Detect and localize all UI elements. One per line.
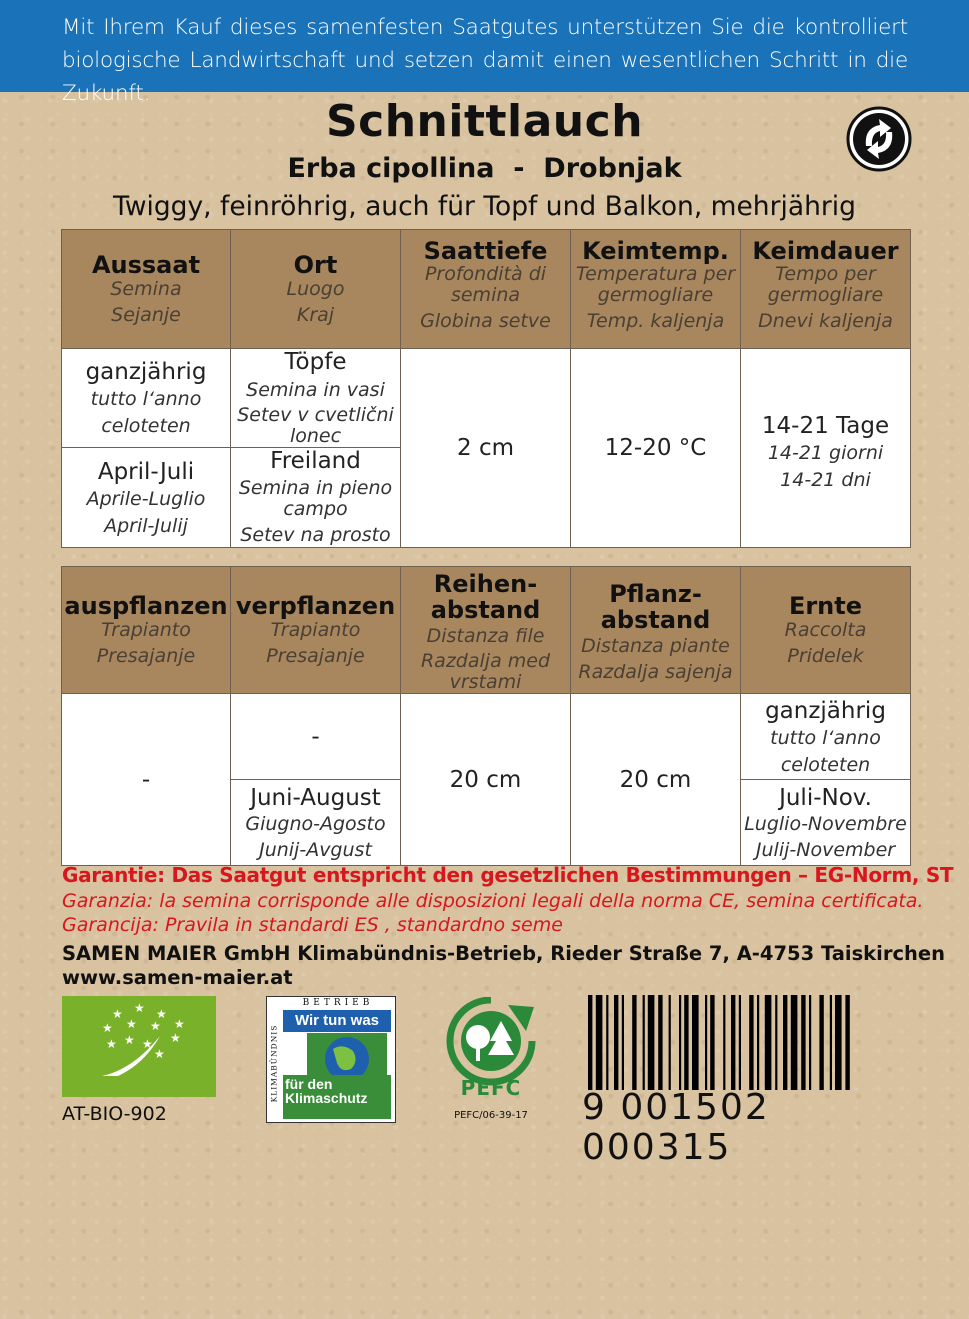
svg-text:★: ★ bbox=[106, 1037, 117, 1051]
pefc-code: PEFC/06-39-17 bbox=[454, 1110, 528, 1121]
banner-text: Mit Ihrem Kauf dieses samenfesten Saatgutes unterstützen Sie die kontrolliert biologische Landwirtschaft und setzen damit einen wesentlichen Schritt in die Zukunft. bbox=[62, 15, 908, 106]
saattiefe-cell: 2 cm bbox=[401, 349, 571, 548]
recycle-icon bbox=[846, 106, 912, 172]
header-keimtemp: Keimtemp. Temperatura per germogliare Temp. kaljenja bbox=[571, 230, 741, 349]
header-keimdauer: Keimdauer Tempo per germogliare Dnevi kaljenja bbox=[741, 230, 911, 349]
svg-text:★: ★ bbox=[124, 1033, 135, 1047]
guarantee-it: Garanzia: la semina corrisponde alle disposizioni legali della norma CE, semina certificata. bbox=[62, 890, 924, 912]
guarantee-sl: Garancija: Pravila in standardi ES , standardno seme bbox=[62, 914, 563, 936]
sowing-row-1 bbox=[62, 349, 911, 448]
sowing-table bbox=[61, 229, 911, 548]
svg-text:★: ★ bbox=[150, 1019, 161, 1033]
ernte-cell-1: ganzjährig tutto l‘anno celoteten bbox=[741, 694, 911, 780]
bio-code: AT-BIO-902 bbox=[62, 1103, 167, 1125]
pflanzabstand-cell: 20 cm bbox=[571, 694, 741, 866]
klima-side-strip bbox=[267, 1009, 281, 1121]
header-pflanzabstand: Pflanz-abstand Distanza piante Razdalja sajenja bbox=[571, 567, 741, 694]
guarantee-de: Garantie: Das Saatgut entspricht den gesetzlichen Bestimmungen – EG-Norm, ST bbox=[62, 863, 954, 887]
klima-side-text: KLIMABÜNDNIS bbox=[269, 1024, 279, 1103]
svg-text:★: ★ bbox=[142, 1037, 153, 1051]
klima-betrieb-text: BETRIEB bbox=[302, 998, 374, 1008]
svg-text:★: ★ bbox=[156, 1007, 167, 1021]
planting-header-row bbox=[62, 567, 911, 694]
barcode-icon bbox=[582, 995, 909, 1090]
pefc-name: PEFC bbox=[460, 1076, 522, 1100]
verpflanzen-cell-1: - bbox=[231, 694, 401, 780]
product-title: Schnittlauch bbox=[325, 96, 644, 147]
aussaat-cell-1: ganzjährig tutto l‘anno celoteten bbox=[62, 349, 231, 448]
header-ernte: Ernte Raccolta Pridelek bbox=[741, 567, 911, 694]
klima-top-text: Wir tun was bbox=[283, 1010, 391, 1032]
svg-text:★: ★ bbox=[170, 1031, 181, 1045]
guarantee-block bbox=[62, 862, 954, 937]
aussaat-cell-2: April-Juli Aprile-Luglio April-Julij bbox=[62, 448, 231, 548]
svg-text:★: ★ bbox=[134, 1001, 145, 1015]
svg-text:★: ★ bbox=[174, 1017, 185, 1031]
klima-bottom-text: für den Klimaschutz bbox=[283, 1075, 391, 1119]
svg-text:★: ★ bbox=[126, 1017, 137, 1031]
header-aussaat: Aussaat Semina Sejanje bbox=[62, 230, 231, 349]
svg-text:★: ★ bbox=[154, 1047, 165, 1061]
company-website[interactable]: www.samen-maier.at bbox=[62, 966, 293, 989]
product-description: Twiggy, feinröhrig, auch für Topf und Balkon, mehrjährig bbox=[113, 191, 856, 222]
ort-cell-1: Töpfe Semina in vasi Setev v cvetlični lonec bbox=[231, 349, 401, 448]
header-reihenabstand: Reihen-abstand Distanza file Razdalja med vrstami bbox=[401, 567, 571, 694]
product-subtitle: Erba cipollina - Drobnjak bbox=[287, 153, 682, 184]
eu-organic-logo-icon bbox=[62, 996, 216, 1097]
planting-row-1 bbox=[62, 694, 911, 780]
barcode-digits: 9 001502 000315 bbox=[582, 1087, 770, 1168]
ernte-cell-2: Juli-Nov. Luglio-Novembre Julij-November bbox=[741, 780, 911, 866]
keimtemp-cell: 12-20 °C bbox=[571, 349, 741, 548]
info-banner bbox=[0, 0, 969, 106]
auspflanzen-cell: - bbox=[62, 694, 231, 866]
header-ort: Ort Luogo Kraj bbox=[231, 230, 401, 349]
header-verpflanzen: verpflanzen Trapianto Presajanje bbox=[231, 567, 401, 694]
ort-cell-2: Freiland Semina in pieno campo Setev na prosto bbox=[231, 448, 401, 548]
keimdauer-cell: 14-21 Tage 14-21 giorni 14-21 dni bbox=[741, 349, 911, 548]
header-saattiefe: Saattiefe Profondità di semina Globina setve bbox=[401, 230, 571, 349]
svg-text:★: ★ bbox=[102, 1021, 113, 1035]
sowing-header-row bbox=[62, 230, 911, 349]
company-block bbox=[62, 942, 945, 990]
reihenabstand-cell: 20 cm bbox=[401, 694, 571, 866]
svg-text:★: ★ bbox=[112, 1007, 123, 1021]
klimabuendnis-logo bbox=[266, 996, 396, 1123]
verpflanzen-cell-2: Juni-August Giugno-Agosto Junij-Avgust bbox=[231, 780, 401, 866]
company-address: SAMEN MAIER GmbH Klimabündnis-Betrieb, Rieder Straße 7, A-4753 Taiskirchen bbox=[62, 942, 945, 965]
header-auspflanzen: auspflanzen Trapianto Presajanje bbox=[62, 567, 231, 694]
planting-table bbox=[61, 566, 911, 866]
